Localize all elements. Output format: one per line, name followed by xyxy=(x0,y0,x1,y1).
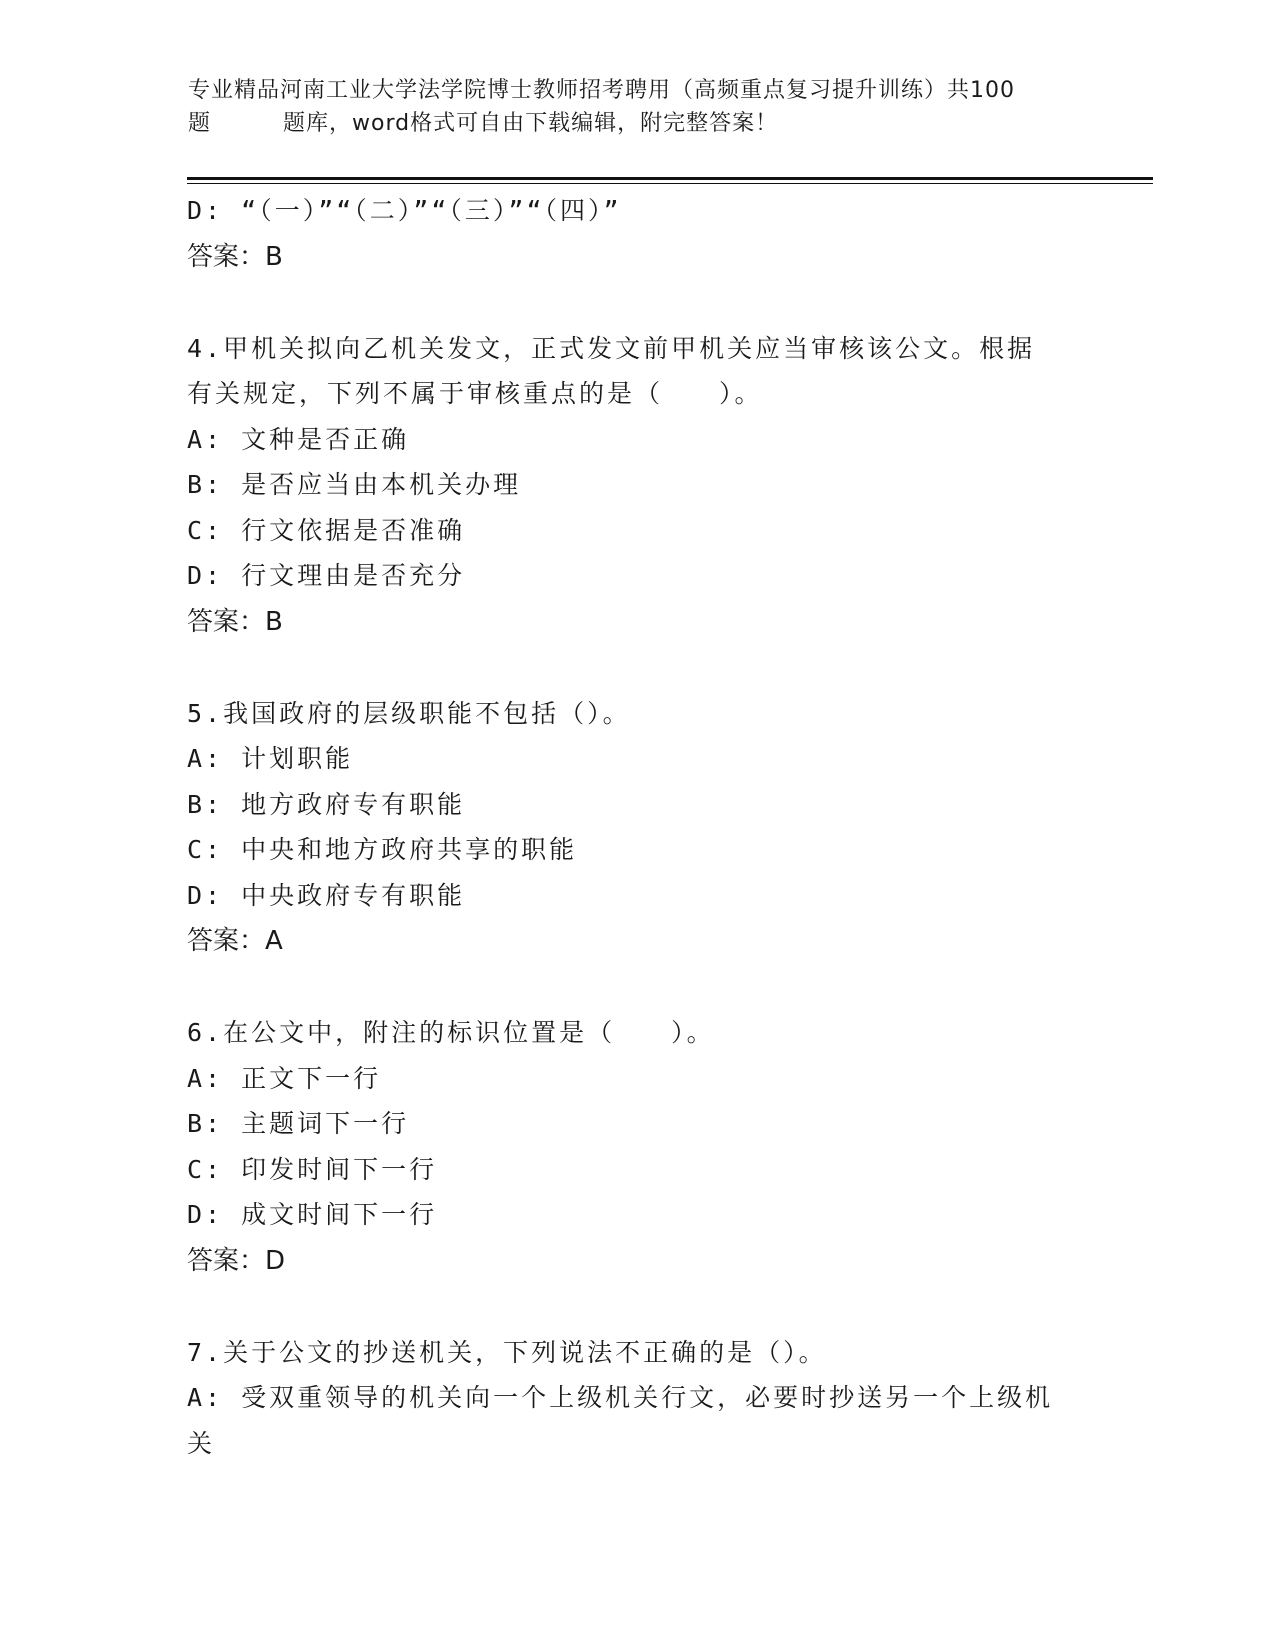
question-5-answer: 答案：A xyxy=(187,926,283,956)
question-4-option-d: D: 行文理由是否充分 xyxy=(187,561,466,590)
question-6-answer: 答案：D xyxy=(187,1245,286,1276)
header-title-line-2 xyxy=(188,107,1088,140)
question-4 xyxy=(187,326,1087,645)
question-5-option-d: D: 中央政府专有职能 xyxy=(187,880,466,910)
question-5-option-b: B: 地方政府专有职能 xyxy=(187,789,466,819)
question-6-option-a: A: 正文下一行 xyxy=(187,1063,382,1093)
question-7-stem: 7.关于公文的抄送机关，下列说法不正确的是（）。 xyxy=(187,1337,827,1367)
question-6-option-b: B: 主题词下一行 xyxy=(187,1109,410,1138)
question-7-option-a-line-1: A: 受双重领导的机关向一个上级机关行文，必要时抄送另一个上级机 xyxy=(187,1383,1054,1412)
question-4-stem-line-1: 4.甲机关拟向乙机关发文，正式发文前甲机关应当审核该公文。根据 xyxy=(187,333,1036,363)
question-5-option-c: C: 中央和地方政府共享的职能 xyxy=(187,835,578,864)
question-4-stem-line-2: 有关规定，下列不属于审核重点的是（ ）。 xyxy=(187,379,763,408)
question-3-option-d: D: “（一）”“（二）”“（三）”“（四）” xyxy=(187,196,622,225)
question-list xyxy=(187,188,1087,1466)
question-4-option-c: C: 行文依据是否准确 xyxy=(187,515,466,545)
header-divider-thin xyxy=(187,183,1153,184)
question-3-partial xyxy=(187,188,1087,280)
question-5-stem: 5.我国政府的层级职能不包括（）。 xyxy=(187,698,631,728)
question-4-option-b: B: 是否应当由本机关办理 xyxy=(187,470,522,499)
question-4-stem xyxy=(187,326,1087,417)
question-7 xyxy=(187,1330,1087,1467)
header-divider-thick xyxy=(187,177,1153,180)
question-6-option-c: C: 印发时间下一行 xyxy=(187,1154,438,1184)
question-7-option-a-line-2: 关 xyxy=(187,1428,216,1458)
header-title-line-2-right: 题库，word格式可自由下载编辑，附完整答案！ xyxy=(283,111,779,136)
question-4-answer: 答案：B xyxy=(187,606,283,637)
document-header xyxy=(188,74,1088,140)
question-6-stem: 6.在公文中，附注的标识位置是（ ）。 xyxy=(187,1018,715,1047)
question-7-option-a xyxy=(187,1375,1087,1466)
header-title-line-2-left: 题 xyxy=(188,111,212,136)
question-6 xyxy=(187,1010,1087,1284)
question-5 xyxy=(187,691,1087,965)
question-3-answer: 答案：B xyxy=(187,241,283,272)
question-4-option-a: A: 文种是否正确 xyxy=(187,424,410,454)
question-6-option-d: D: 成文时间下一行 xyxy=(187,1200,438,1229)
question-5-option-a: A: 计划职能 xyxy=(187,744,354,773)
header-title-line-1: 专业精品河南工业大学法学院博士教师招考聘用（高频重点复习提升训练）共100 xyxy=(188,78,1015,103)
